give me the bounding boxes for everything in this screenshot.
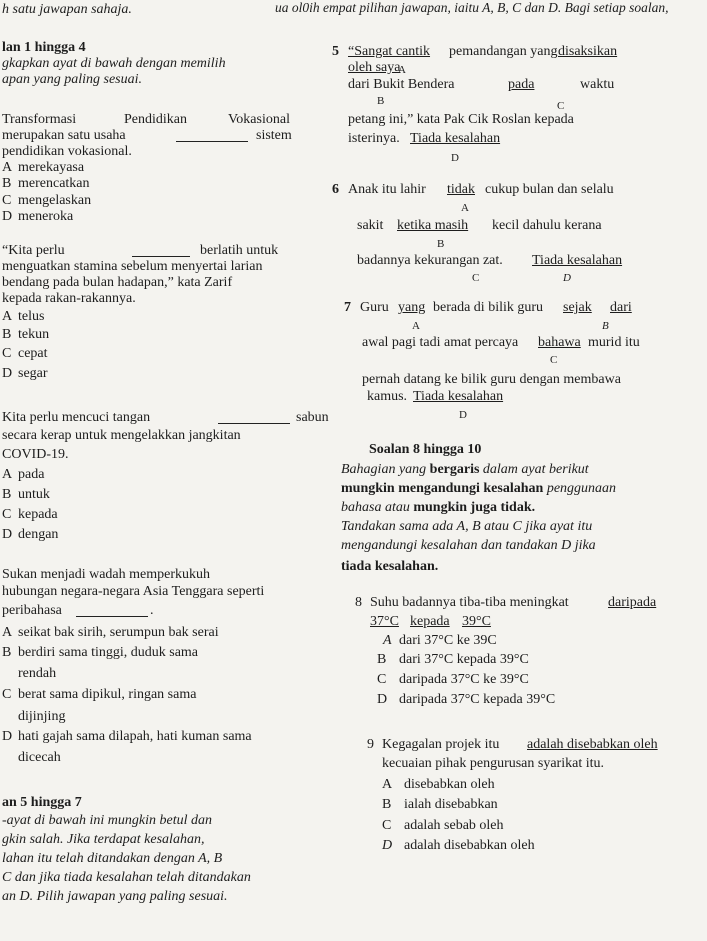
q5-segment-a: “Sangat cantik bbox=[348, 44, 431, 59]
q5-mark-a[interactable]: A bbox=[398, 64, 406, 76]
q7-text: berada di bilik guru bbox=[433, 300, 544, 315]
q2-text: kepada rakan-rakannya. bbox=[2, 291, 136, 306]
q8-underlined: daripada bbox=[608, 595, 657, 610]
section-3-instruction: mungkin mengandungi kesalahan penggunaan bbox=[341, 481, 617, 496]
option-c[interactable]: C berat sama dipikul, ringan sama bbox=[2, 687, 197, 702]
q1-text: Pendidikan bbox=[124, 112, 187, 127]
option-d[interactable]: D dengan bbox=[2, 527, 59, 542]
q9-text: Kegagalan projek itu bbox=[382, 737, 500, 752]
option-c[interactable]: C cepat bbox=[2, 346, 48, 361]
option-d[interactable]: D hati gajah sama dilapah, hati kuman sama bbox=[2, 729, 252, 744]
q2-text: bendang pada bulan hadapan,” kata Zarif bbox=[2, 275, 233, 290]
q1-text: Transformasi bbox=[2, 112, 77, 127]
q5-mark-c[interactable]: C bbox=[557, 100, 565, 112]
option-d-cont: dicecah bbox=[18, 750, 61, 765]
q3-blank bbox=[218, 423, 290, 424]
q5-mark-d[interactable]: D bbox=[451, 152, 459, 164]
q6-text: kecil dahulu kerana bbox=[492, 218, 602, 233]
q3-text: COVID-19. bbox=[2, 447, 69, 462]
option-c[interactable]: C daripada 37°C ke 39°C bbox=[377, 672, 529, 687]
q4-text: hubungan negara-negara Asia Tenggara seperti bbox=[2, 584, 265, 599]
q7-segment-d: Tiada kesalahan bbox=[413, 389, 504, 404]
q1-text: Vokasional bbox=[228, 112, 290, 127]
q1-text: pendidikan vokasional. bbox=[2, 144, 132, 159]
section-3-title: Soalan 8 hingga 10 bbox=[369, 442, 482, 457]
q5-text: dari Bukit Bendera bbox=[348, 77, 455, 92]
option-d[interactable]: D adalah disebabkan oleh bbox=[382, 838, 535, 853]
q8-underlined: 39°C bbox=[462, 614, 491, 629]
q5-segment-d: Tiada kesalahan bbox=[410, 131, 501, 146]
q6-number: 6 bbox=[332, 182, 339, 197]
q7-segment-b: sejak bbox=[563, 300, 592, 315]
q2-text: menguatkan stamina sebelum menyertai larian bbox=[2, 259, 263, 274]
header-right-text: ua ol0ih empat pilihan jawapan, iaitu A, B, C dan D. Bagi setiap soalan, bbox=[275, 0, 669, 15]
q5-segment-c: pada bbox=[508, 77, 535, 92]
option-a[interactable]: A dari 37°C ke 39C bbox=[383, 633, 497, 648]
q6-mark-a[interactable]: A bbox=[461, 202, 469, 214]
q5-text: waktu bbox=[580, 77, 615, 92]
option-d[interactable]: D daripada 37°C kepada 39°C bbox=[377, 692, 556, 707]
q8-text: Suhu badannya tiba-tiba meningkat bbox=[370, 595, 569, 610]
q3-text: sabun bbox=[296, 410, 329, 425]
q6-mark-d[interactable]: D bbox=[563, 272, 571, 284]
option-b[interactable]: B berdiri sama tinggi, duduk sama bbox=[2, 645, 199, 660]
section-2-instruction: -ayat di bawah ini mungkin betul dan bbox=[2, 813, 212, 828]
q4-text: peribahasa bbox=[2, 603, 62, 618]
q8-number: 8 bbox=[355, 595, 362, 610]
q5-text: isterinya. bbox=[348, 131, 400, 146]
q7-segment-c: bahawa bbox=[538, 335, 581, 350]
q5-number: 5 bbox=[332, 44, 339, 59]
q6-text: badannya kekurangan zat. bbox=[357, 253, 503, 268]
q4-blank bbox=[76, 616, 148, 617]
q1-text: merupakan satu usaha bbox=[2, 128, 126, 143]
q7-segment-b2: dari bbox=[610, 300, 632, 315]
q7-text: murid itu bbox=[588, 335, 640, 350]
option-c[interactable]: C adalah sebab oleh bbox=[382, 818, 504, 833]
section-3-instruction: Tandakan sama ada A, B atau C jika ayat itu bbox=[341, 519, 593, 534]
option-a[interactable]: A pada bbox=[2, 467, 45, 482]
q7-text: pernah datang ke bilik guru dengan membawa bbox=[362, 372, 621, 387]
option-b[interactable]: B merencatkan bbox=[2, 176, 90, 191]
q2-text: “Kita perlu bbox=[2, 243, 65, 258]
q6-text: Anak itu lahir bbox=[348, 182, 426, 197]
q2-text: berlatih untuk bbox=[200, 243, 279, 258]
q6-segment-a: tidak bbox=[447, 182, 475, 197]
section-3-instruction: tiada kesalahan. bbox=[341, 559, 439, 574]
q9-text: kecuaian pihak pengurusan syarikat itu. bbox=[382, 756, 604, 771]
q6-mark-b[interactable]: B bbox=[437, 238, 445, 250]
section-2-instruction: lahan itu telah ditandakan dengan A, B bbox=[2, 851, 223, 866]
q5-text: pemandangan yang bbox=[449, 44, 558, 59]
q8-underlined: kepada bbox=[410, 614, 450, 629]
q7-number: 7 bbox=[344, 300, 351, 315]
section-3-instruction: mengandungi kesalahan dan tandakan D jika bbox=[341, 538, 596, 553]
q7-mark-a[interactable]: A bbox=[412, 320, 420, 332]
option-b-cont: rendah bbox=[18, 666, 57, 681]
section-3-instruction: bahasa atau mungkin juga tidak. bbox=[341, 500, 536, 515]
option-c-cont: dijinjing bbox=[18, 709, 66, 724]
q4-text: . bbox=[150, 603, 154, 618]
q7-segment-a: yang bbox=[398, 300, 426, 315]
q2-blank bbox=[132, 256, 190, 257]
q9-number: 9 bbox=[367, 737, 374, 752]
option-d[interactable]: D meneroka bbox=[2, 209, 74, 224]
option-b[interactable]: B ialah disebabkan bbox=[382, 797, 498, 812]
section-2-title: an 5 hingga 7 bbox=[2, 795, 82, 810]
q3-text: Kita perlu mencuci tangan bbox=[2, 410, 151, 425]
q7-text: awal pagi tadi amat percaya bbox=[362, 335, 519, 350]
q6-segment-d: Tiada kesalahan bbox=[532, 253, 623, 268]
q5-mark-b[interactable]: B bbox=[377, 95, 385, 107]
option-b[interactable]: B tekun bbox=[2, 327, 50, 342]
q6-text: cukup bulan dan selalu bbox=[485, 182, 614, 197]
section-3-instruction: Bahagian yang bergaris dalam ayat berikut bbox=[341, 462, 589, 477]
section-1-instruction-line2: apan yang paling sesuai. bbox=[2, 72, 142, 87]
section-2-instruction: an D. Pilih jawapan yang paling sesuai. bbox=[2, 889, 228, 904]
q7-mark-b[interactable]: B bbox=[602, 320, 609, 332]
option-a[interactable]: A merekayasa bbox=[2, 160, 85, 175]
q7-mark-d[interactable]: D bbox=[459, 409, 467, 421]
option-c[interactable]: C mengelaskan bbox=[2, 193, 92, 208]
section-2-instruction: gkin salah. Jika terdapat kesalahan, bbox=[2, 832, 205, 847]
q1-blank bbox=[176, 141, 248, 142]
q7-text: kamus. bbox=[367, 389, 408, 404]
q7-mark-c[interactable]: C bbox=[550, 354, 558, 366]
q3-text: secara kerap untuk mengelakkan jangkitan bbox=[2, 428, 241, 443]
q6-segment-b: ketika masih bbox=[397, 218, 469, 233]
option-b[interactable]: B untuk bbox=[2, 487, 50, 502]
section-1-instruction-line1: gkapkan ayat di bawah dengan memilih bbox=[2, 56, 226, 71]
option-a[interactable]: A disebabkan oleh bbox=[382, 777, 495, 792]
q6-text: sakit bbox=[357, 218, 384, 233]
option-a[interactable]: A seikat bak sirih, serumpun bak serai bbox=[2, 625, 219, 640]
header-left-text: h satu jawapan sahaja. bbox=[2, 2, 132, 17]
option-b[interactable]: B dari 37°C kepada 39°C bbox=[377, 652, 529, 667]
q8-underlined: 37°C bbox=[370, 614, 399, 629]
q4-text: Sukan menjadi wadah memperkukuh bbox=[2, 567, 211, 582]
q1-text: sistem bbox=[256, 128, 292, 143]
option-c[interactable]: C kepada bbox=[2, 507, 58, 522]
option-d[interactable]: D segar bbox=[2, 366, 48, 381]
q9-underlined: adalah disebabkan oleh bbox=[527, 737, 658, 752]
q6-mark-c[interactable]: C bbox=[472, 272, 480, 284]
q5-text: disaksikan bbox=[558, 44, 618, 59]
section-1-title: lan 1 hingga 4 bbox=[2, 40, 86, 55]
option-a[interactable]: A telus bbox=[2, 309, 45, 324]
q7-text: Guru bbox=[360, 300, 389, 315]
q5-text: petang ini,” kata Pak Cik Roslan kepada bbox=[348, 112, 574, 127]
q5-segment-b: oleh saya bbox=[348, 60, 401, 75]
section-2-instruction: C dan jika tiada kesalahan telah ditandakan bbox=[2, 870, 251, 885]
